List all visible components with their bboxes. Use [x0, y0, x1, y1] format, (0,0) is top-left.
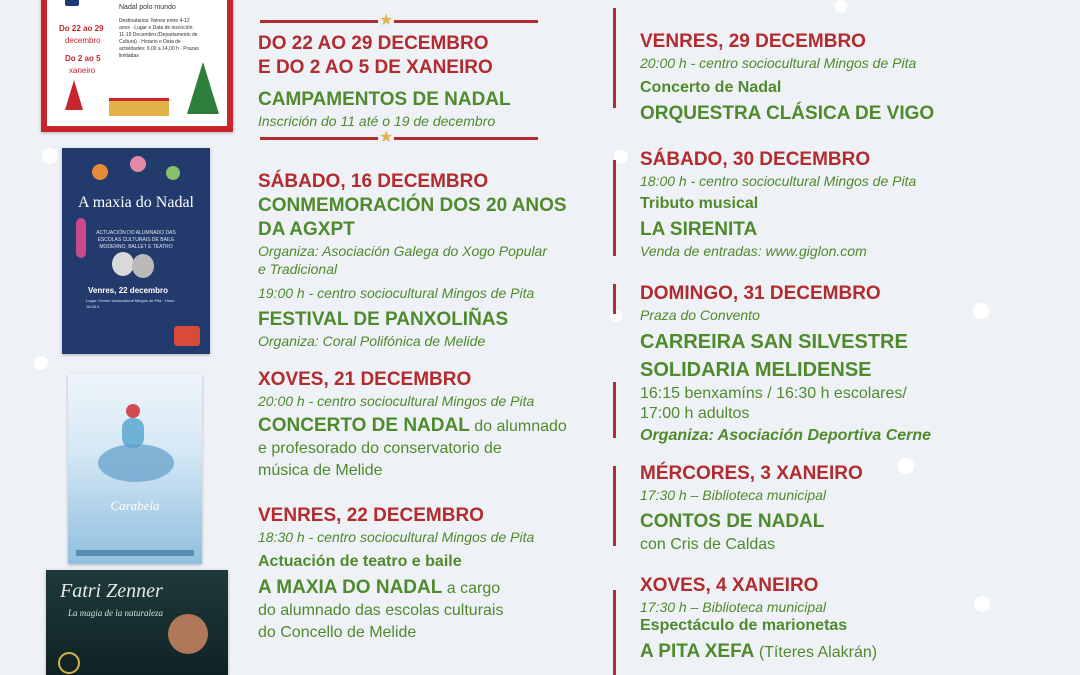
event-desc: do alumnado das escolas culturais [258, 602, 504, 619]
masks-icon [112, 252, 156, 278]
event-maxia-nadal [258, 504, 598, 644]
vertical-divider [613, 466, 616, 546]
snowflake [614, 150, 628, 164]
event-title-line [258, 414, 598, 438]
event-subtitle: Concerto de Nadal [640, 79, 782, 96]
event-date: VENRES, 29 DECEMBRO [640, 31, 866, 52]
poster-dates-1b: decembro [65, 36, 101, 45]
poster-subtitle: Nadal polo mundo [119, 4, 176, 11]
event-date: SÁBADO, 16 DECEMBRO [258, 171, 489, 192]
poster-subtitle: La magia de la naturaleza [68, 608, 164, 618]
event-title: LA SIRENITA [640, 219, 758, 240]
event-subtitle: Tributo musical [640, 195, 759, 212]
event-date: E DO 2 AO 5 DE XANEIRO [258, 57, 493, 78]
event-organizer: Organiza: Asociación Galega do Xogo Popular [258, 243, 547, 259]
event-subtitle: Espectáculo de marionetas [640, 617, 848, 634]
star-icon: ★ [379, 12, 394, 29]
event-orquestra [640, 30, 1020, 126]
poster-dates-2: Do 2 ao 5 [65, 54, 101, 63]
logos-strip [76, 550, 194, 556]
gnome-icon [65, 80, 83, 110]
event-desc: do Concello de Melide [258, 624, 417, 641]
event-agxpt [258, 170, 598, 350]
event-time: 20:00 h - centro sociocultural Mingos de Pita [640, 55, 917, 71]
event-title: CONMEMORACIÓN DOS 20 ANOS [258, 195, 567, 216]
poster-title: A maxia do Nadal [78, 194, 194, 211]
event-time: 17:30 h – Biblioteca municipal [640, 599, 827, 615]
poster-fatri-zenner [46, 570, 228, 675]
violin-icon [76, 218, 86, 258]
events-column-middle [258, 20, 598, 644]
event-title: CONCERTO DE NADAL [258, 415, 470, 436]
event-subtitle: Actuación de teatro e baile [258, 553, 462, 570]
event-note: Inscrición do 11 até o 19 de decembro [258, 113, 496, 129]
vertical-divider [613, 8, 616, 108]
event-tickets: Venda de entradas: www.giglon.com [640, 243, 867, 259]
event-time: 20:00 h - centro sociocultural Mingos de Pita [258, 393, 535, 409]
event-desc: (Títeres Alakrán) [754, 644, 878, 661]
event-date: MÉRCORES, 3 XANEIRO [640, 463, 863, 484]
event-desc: a cargo [442, 580, 501, 597]
event-date: DO 22 AO 29 DECEMBRO [258, 33, 489, 54]
event-pita-xefa [640, 574, 1020, 664]
event-date: XOVES, 4 XANEIRO [640, 575, 819, 596]
event-title: CARREIRA SAN SILVESTRE [640, 331, 908, 353]
christmas-tree-icon [187, 62, 219, 114]
snowflake [42, 148, 58, 164]
events-column-right [640, 30, 1020, 664]
event-title: DA AGXPT [258, 219, 355, 240]
poster-place: Lugar: Centro sociocultural Mingos de Pita · Hora: 18:30 h [86, 298, 175, 309]
poster-info: Destinatarios: Nenos entre 4-12 anos · Lugar e Data de inscrición: 11-19 Decembro (Departamento de Cultura) · Horario e Data de actividades: 9,00 a 14,00 h · Prazas limitadas [119, 18, 199, 59]
event-campamentos [258, 32, 598, 130]
event-date: VENRES, 22 DECEMBRO [258, 505, 484, 526]
event-date: DOMINGO, 31 DECEMBRO [640, 283, 881, 304]
snowflake [835, 0, 847, 12]
event-desc: do alumnado [469, 418, 567, 435]
event-la-sirenita [640, 148, 1020, 260]
event-concerto-nadal [258, 368, 598, 482]
snowflake [610, 310, 622, 322]
event-title: A PITA XEFA [640, 641, 755, 662]
character-icon [168, 614, 208, 654]
event-time: 17:30 h – Biblioteca municipal [640, 487, 827, 503]
award-icon [58, 652, 80, 674]
gift-icon [65, 0, 79, 6]
poster-date: Venres, 22 decembro [88, 286, 169, 295]
event-time: 18:30 h - centro sociocultural Mingos de Pita [258, 529, 535, 545]
event-time: 19:00 h - centro sociocultural Mingos de Pita [258, 285, 535, 301]
event-organizer: Organiza: Asociación Deportiva Cerne [640, 427, 932, 444]
event-title-line [258, 576, 598, 600]
poster-dates-2b: xaneiro [69, 66, 96, 75]
gifts-icon [109, 98, 169, 116]
event-desc: con Cris de Caldas [640, 536, 776, 553]
poster-title: Fatri Zenner [60, 580, 163, 602]
vertical-divider [613, 590, 616, 675]
event-time: 18:00 h - centro sociocultural Mingos de Pita [640, 173, 917, 189]
poster-desc: ACTUACIÓN DO ALUMNADO DAS ESCOLAS CULTURAIS DE BAILE MODERNO, BALLET E TEATRO [96, 230, 176, 250]
event-title: A MAXIA DO NADAL [258, 577, 443, 598]
event-organizer: Organiza: Coral Polifónica de Melide [258, 333, 486, 349]
event-place: Praza do Convento [640, 307, 760, 323]
event-desc: e profesorado do conservatorio de [258, 440, 502, 457]
poster-carabela [68, 374, 202, 564]
event-date: SÁBADO, 30 DECEMBRO [640, 149, 871, 170]
snowflake [34, 356, 48, 370]
event-times: 16:15 benxamíns / 16:30 h escolares/ [640, 385, 907, 402]
event-title: CONTOS DE NADAL [640, 511, 825, 532]
wave-icon [98, 444, 174, 482]
event-title: FESTIVAL DE PANXOLIÑAS [258, 309, 509, 330]
poster-campamento-de-nadal [41, 0, 233, 132]
mermaid-icon [126, 404, 140, 418]
dancers-icon [92, 156, 182, 194]
event-title: SOLIDARIA MELIDENSE [640, 359, 872, 381]
vertical-divider [613, 160, 616, 256]
vertical-divider [613, 382, 616, 438]
poster-a-maxia-do-nadal [62, 148, 210, 354]
event-title: ORQUESTRA CLÁSICA DE VIGO [640, 103, 935, 124]
event-san-silvestre [640, 282, 1020, 446]
star-icon: ★ [379, 129, 394, 146]
event-times: 17:00 h adultos [640, 405, 750, 422]
drum-icon [174, 326, 200, 346]
event-desc: música de Melide [258, 462, 383, 479]
event-title-line [640, 640, 1020, 664]
event-date: XOVES, 21 DECEMBRO [258, 369, 472, 390]
vertical-divider [613, 284, 616, 314]
event-title: CAMPAMENTOS DE NADAL [258, 89, 511, 110]
poster-title: Carabela [110, 498, 160, 513]
event-contos-nadal [640, 462, 1020, 556]
event-organizer: e Tradicional [258, 261, 338, 277]
poster-dates-1: Do 22 ao 29 [59, 24, 104, 33]
